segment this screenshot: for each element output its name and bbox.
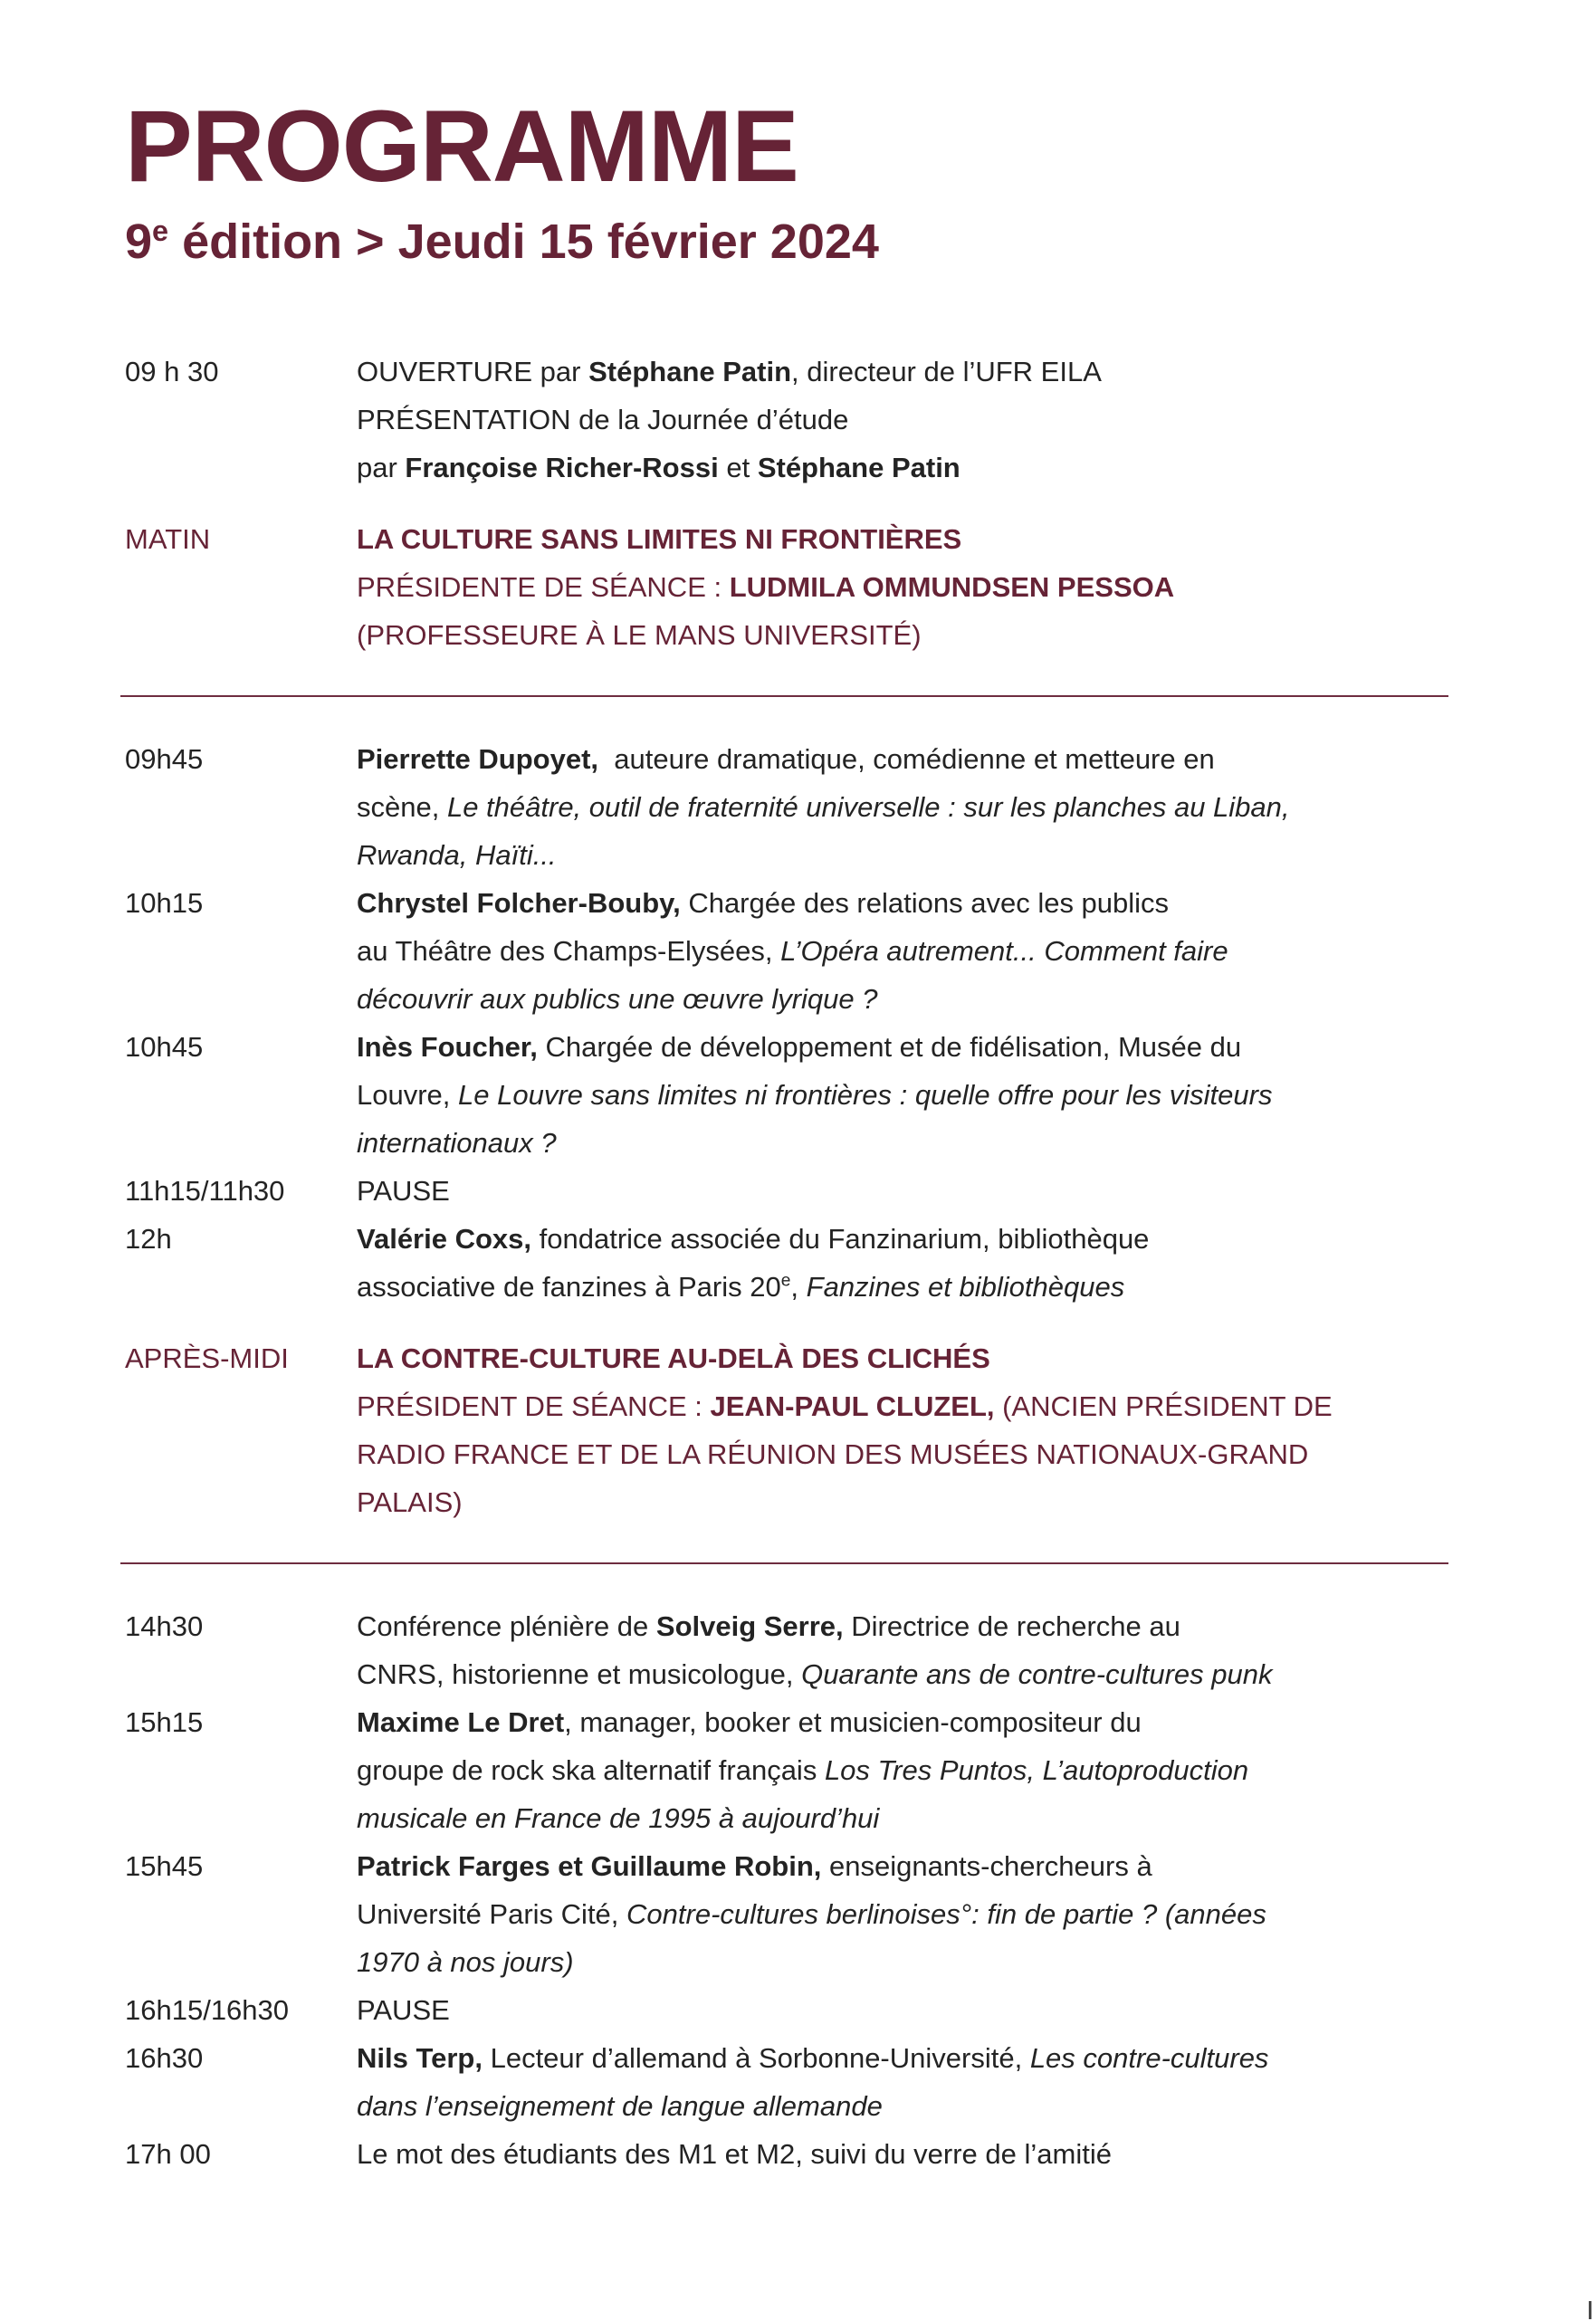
description-cell	[357, 1215, 1478, 1311]
schedule-row	[125, 2130, 1478, 2178]
time-cell: 15h15	[125, 1705, 204, 1738]
section-divider	[120, 1562, 1448, 1564]
description-cell	[357, 1167, 1478, 1215]
description-line: groupe de rock ska alternatif français Los Tres Puntos, L’autoproduction	[357, 1753, 1249, 1786]
schedule-row	[125, 1023, 1478, 1167]
description-cell	[357, 1334, 1478, 1526]
description-line: CNRS, historienne et musicologue, Quarante ans de contre-cultures punk	[357, 1657, 1273, 1690]
time-cell: 17h 00	[125, 2137, 211, 2170]
description-line: associative de fanzines à Paris 20e, Fanzines et bibliothèques	[357, 1270, 1125, 1303]
time-cell: 10h15	[125, 886, 204, 919]
time-cell: 12h	[125, 1222, 172, 1255]
schedule-row	[125, 1842, 1478, 1986]
description-line: par Françoise Richer-Rossi et Stéphane Patin	[357, 451, 960, 483]
subtitle-text: édition > Jeudi 15 février 2024	[168, 215, 879, 269]
description-line: Conférence plénière de Solveig Serre, Directrice de recherche au	[357, 1609, 1180, 1642]
description-cell	[357, 735, 1478, 879]
description-cell	[357, 2130, 1478, 2178]
edition-ordinal-suffix: e	[152, 215, 169, 247]
description-cell	[357, 879, 1478, 1023]
description-line: (PROFESSEURE À LE MANS UNIVERSITÉ)	[357, 618, 922, 651]
description-line: Pierrette Dupoyet, auteure dramatique, comédienne et metteure en	[357, 742, 1215, 775]
description-cell	[357, 1698, 1478, 1842]
description-line: PAUSE	[357, 1174, 450, 1207]
schedule-row	[125, 2034, 1478, 2130]
description-cell	[357, 515, 1478, 659]
description-line: Maxime Le Dret, manager, booker et musicien-compositeur du	[357, 1705, 1142, 1738]
description-line: scène, Le théâtre, outil de fraternité universelle : sur les planches au Liban,	[357, 790, 1290, 823]
time-cell: 11h15/11h30	[125, 1174, 285, 1207]
description-line: OUVERTURE par Stéphane Patin, directeur de l’UFR EILA	[357, 355, 1102, 387]
description-line: internationaux ?	[357, 1126, 557, 1159]
schedule-row	[125, 1986, 1478, 2034]
schedule-row	[125, 1215, 1478, 1311]
description-line: Patrick Farges et Guillaume Robin, enseignants-chercheurs à	[357, 1849, 1152, 1882]
description-line: au Théâtre des Champs-Elysées, L’Opéra autrement... Comment faire	[357, 934, 1228, 967]
schedule-row	[125, 348, 1478, 492]
description-line: PALAIS)	[357, 1485, 463, 1518]
schedule-section-row	[125, 1334, 1478, 1526]
schedule-row	[125, 1602, 1478, 1698]
schedule-row	[125, 1167, 1478, 1215]
description-line: Nils Terp, Lecteur d’allemand à Sorbonne-Université, Les contre-cultures	[357, 2041, 1269, 2074]
description-line: dans l’enseignement de langue allemande	[357, 2089, 883, 2122]
description-line: Université Paris Cité, Contre-cultures berlinoises°: fin de partie ? (années	[357, 1897, 1266, 1930]
schedule-row	[125, 879, 1478, 1023]
time-cell: MATIN	[125, 522, 211, 555]
time-cell: 09h45	[125, 742, 204, 775]
time-cell: 14h30	[125, 1609, 204, 1642]
description-line: Chrystel Folcher-Bouby, Chargée des relations avec les publics	[357, 886, 1170, 919]
description-line: Louvre, Le Louvre sans limites ni frontières : quelle offre pour les visiteurs	[357, 1078, 1273, 1111]
description-line: 1970 à nos jours)	[357, 1945, 574, 1978]
description-line: Valérie Coxs, fondatrice associée du Fanzinarium, bibliothèque	[357, 1222, 1150, 1255]
description-line: PRÉSIDENT DE SÉANCE : JEAN-PAUL CLUZEL, (ANCIEN PRÉSIDENT DE	[357, 1390, 1333, 1422]
time-cell: 09 h 30	[125, 355, 219, 387]
description-cell	[357, 348, 1478, 492]
page-subtitle	[125, 212, 1478, 273]
schedule-section-row	[125, 515, 1478, 659]
description-cell	[357, 2034, 1478, 2130]
description-line: LA CONTRE-CULTURE AU-DELÀ DES CLICHÉS	[357, 1342, 990, 1374]
time-cell: APRÈS-MIDI	[125, 1342, 289, 1374]
description-cell	[357, 1986, 1478, 2034]
description-line: PRÉSIDENTE DE SÉANCE : LUDMILA OMMUNDSEN PESSOA	[357, 570, 1175, 603]
description-cell	[357, 1602, 1478, 1698]
section-divider	[120, 695, 1448, 697]
description-line: musicale en France de 1995 à aujourd’hui	[357, 1801, 880, 1834]
description-line: PRÉSENTATION de la Journée d’étude	[357, 403, 849, 435]
description-line: Inès Foucher, Chargée de développement et de fidélisation, Musée du	[357, 1030, 1242, 1063]
schedule-row	[125, 735, 1478, 879]
page-edge-mark	[1589, 2301, 1591, 2319]
page-title: PROGRAMME	[125, 90, 798, 203]
description-cell	[357, 1023, 1478, 1167]
description-line: Rwanda, Haïti...	[357, 838, 557, 871]
description-line: Le mot des étudiants des M1 et M2, suivi du verre de l’amitié	[357, 2137, 1112, 2170]
time-cell: 15h45	[125, 1849, 204, 1882]
description-line: PAUSE	[357, 1993, 450, 2026]
time-cell: 16h30	[125, 2041, 204, 2074]
time-cell: 16h15/16h30	[125, 1993, 290, 2026]
edition-number: 9	[125, 215, 153, 269]
description-cell	[357, 1842, 1478, 1986]
schedule	[125, 348, 1478, 2178]
description-line: LA CULTURE SANS LIMITES NI FRONTIÈRES	[357, 522, 962, 555]
description-line: RADIO FRANCE ET DE LA RÉUNION DES MUSÉES NATIONAUX-GRAND	[357, 1437, 1309, 1470]
schedule-row	[125, 1698, 1478, 1842]
description-line: découvrir aux publics une œuvre lyrique ?	[357, 982, 878, 1015]
time-cell: 10h45	[125, 1030, 204, 1063]
